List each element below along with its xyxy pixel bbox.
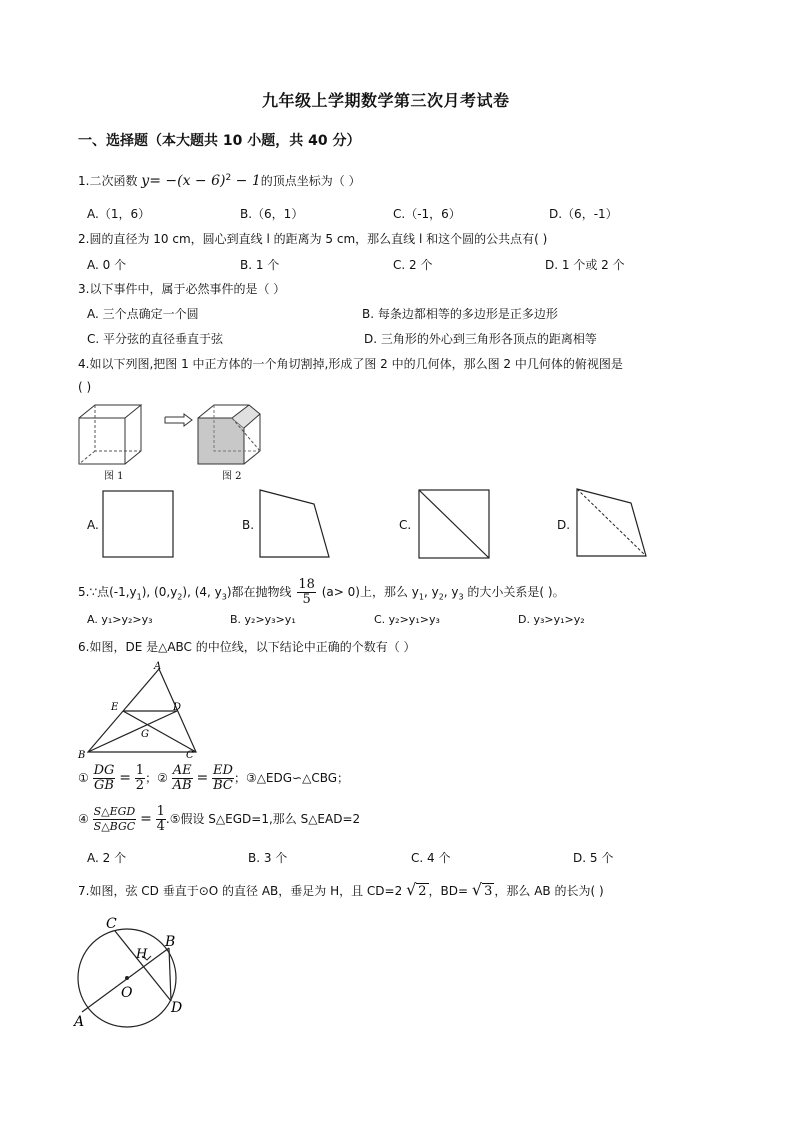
q6-eq-3: = — [140, 811, 152, 827]
section-heading: 一、选择题（本大题共 10 小题，共 40 分） — [78, 133, 361, 149]
question-5 — [78, 578, 565, 607]
q5-text-7: , y — [443, 585, 459, 599]
q1-formula-y: y — [141, 173, 150, 189]
q4-option-b-figure — [259, 489, 331, 559]
q7-radicand-2: 3 — [484, 884, 493, 899]
figure-2-cut-cube — [197, 404, 267, 466]
q4-option-d[interactable]: D. — [557, 518, 571, 532]
q6-option-c[interactable]: C. 4 个 — [411, 851, 451, 865]
q6-sep-2: ；③△EDG∽△CBG； — [233, 771, 350, 785]
q5-fraction — [297, 578, 316, 607]
q5-sub-5: 2 — [438, 592, 444, 602]
q5-option-d[interactable]: D. y₃>y₁>y₂ — [518, 613, 585, 626]
q6-frac-ae-ab — [172, 764, 193, 793]
q1-prefix: 1.二次函数 — [78, 174, 138, 188]
q3-option-b[interactable]: B. 每条边都相等的多边形是正多边形 — [362, 307, 558, 321]
q7-radicand-1: 2 — [418, 884, 427, 899]
question-3: 3.以下事件中，属于必然事件的是（ ） — [78, 282, 286, 296]
q3-option-d[interactable]: D. 三角形的外心到三角形各顶点的距离相等 — [364, 332, 597, 346]
q7-sqrt-3: √ 3 — [471, 880, 493, 899]
label-g: G — [141, 729, 149, 740]
q6-frac-quarter — [156, 805, 166, 834]
label-a: A — [154, 661, 162, 672]
q1-option-b[interactable]: B.（6，1） — [240, 207, 304, 221]
label-o: O — [121, 985, 133, 1001]
q5-sub-1: 1 — [136, 592, 142, 602]
q7-sqrt-2: √ 2 — [406, 880, 427, 899]
q6-frac-num: 1 — [135, 763, 145, 778]
q4-option-d-figure — [576, 488, 648, 558]
q6-frac-den: 2 — [135, 778, 145, 793]
q5-sub-4: 1 — [418, 592, 424, 602]
q5-text-3: ), (4, y — [182, 585, 222, 599]
q5-option-c[interactable]: C. y₂>y₁>y₃ — [374, 613, 440, 626]
label-c: C — [106, 916, 117, 932]
q7-text-3: ，那么 AB 的长为( ) — [494, 884, 604, 898]
q6-statement-5: .⑤假设 S△EGD=1,那么 S△EAD=2 — [165, 812, 361, 826]
q1-option-a[interactable]: A.（1，6） — [87, 207, 151, 221]
q1-exponent: 2 — [225, 173, 232, 183]
q3-option-c[interactable]: C. 平分弦的直径垂直于弦 — [87, 332, 224, 346]
q5-text-8: 的大小关系是( )。 — [463, 585, 565, 599]
q6-frac-den: BC — [213, 778, 233, 793]
q1-formula: = −(x − 6) — [149, 173, 226, 189]
question-4-paren: ( ) — [78, 380, 92, 394]
question-2: 2.圆的直径为 10 cm，圆心到直线 l 的距离为 5 cm，那么直线 l 和这个圆的公共点有( ) — [78, 232, 548, 246]
question-1 — [78, 172, 361, 189]
q3-option-a[interactable]: A. 三个点确定一个圆 — [87, 307, 199, 321]
q6-frac-num: 1 — [156, 804, 165, 819]
q5-sub-3: 3 — [221, 592, 227, 602]
figure-1-cube — [78, 404, 148, 466]
q6-statements-1 — [78, 764, 349, 793]
q6-frac-num: S△EGD — [93, 805, 136, 818]
q4-option-c[interactable]: C. — [399, 518, 412, 532]
q7-circle-figure — [72, 912, 192, 1032]
label-d: D — [171, 1000, 183, 1016]
q5-text-4: )都在抛物线 — [226, 585, 292, 599]
q5-frac-num: 18 — [298, 577, 315, 592]
q6-frac-den: GB — [94, 778, 114, 793]
q6-frac-half — [135, 764, 145, 793]
label-a: A — [74, 1014, 85, 1030]
q6-frac-area — [93, 805, 137, 834]
q6-frac-ed-bc — [212, 764, 234, 793]
q5-text-1: 5.∵点(-1,y — [78, 585, 137, 599]
q6-circle-4: ④ — [78, 812, 89, 826]
q5-frac-den: 5 — [302, 592, 311, 607]
label-b: B — [165, 934, 176, 950]
q5-sub-2: 2 — [177, 592, 183, 602]
q5-text-2: ), (0,y — [141, 585, 178, 599]
q4-option-a[interactable]: A. — [87, 518, 99, 532]
q5-option-b[interactable]: B. y₂>y₃>y₁ — [230, 613, 296, 626]
q5-text-5: (a> 0)上，那么 y — [317, 585, 419, 599]
q1-suffix: 的顶点坐标为（ ） — [260, 174, 361, 188]
figure-2-caption: 图 2 — [222, 471, 242, 482]
q6-frac-den: AB — [172, 778, 192, 793]
q6-frac-num: ED — [213, 763, 233, 778]
label-e: E — [111, 702, 119, 713]
q6-frac-dg-gb — [93, 764, 116, 793]
q6-eq-1: = — [119, 770, 131, 786]
q6-circle-1: ① — [78, 771, 89, 785]
figure-1-caption: 图 1 — [104, 471, 124, 482]
arrow-icon — [164, 414, 194, 426]
q2-option-d[interactable]: D. 1 个或 2 个 — [545, 258, 625, 272]
q1-option-d[interactable]: D.（6，-1） — [549, 207, 618, 221]
q6-eq-2: = — [196, 770, 209, 786]
q6-triangle-figure — [76, 660, 206, 760]
q6-option-a[interactable]: A. 2 个 — [87, 851, 127, 865]
q5-text-6: , y — [423, 585, 439, 599]
question-7 — [78, 880, 604, 899]
q7-text-2: ，BD= — [428, 884, 469, 898]
q1-option-c[interactable]: C.（-1，6） — [393, 207, 461, 221]
q4-option-a-figure — [102, 490, 174, 558]
label-h: H — [136, 947, 148, 962]
q1-formula-tail: − 1 — [231, 173, 261, 189]
label-b: B — [78, 750, 86, 761]
q6-option-b[interactable]: B. 3 个 — [248, 851, 288, 865]
label-d: D — [173, 702, 182, 713]
q6-frac-num: DG — [93, 763, 115, 778]
q5-sub-6: 3 — [458, 592, 464, 602]
q4-option-b[interactable]: B. — [242, 518, 255, 532]
q7-text-1: 7.如图，弦 CD 垂直于⊙O 的直径 AB，垂足为 H，且 CD=2 — [78, 884, 403, 898]
question-4: 4.如以下列图,把图 1 中正方体的一个角切割掉,形成了图 2 中的几何体，那么图 2 中几何体的俯视图是 — [78, 357, 623, 371]
q2-option-a[interactable]: A. 0 个 — [87, 258, 127, 272]
question-6: 6.如图，DE 是△ABC 的中位线，以下结论中正确的个数有（ ） — [78, 640, 416, 654]
q6-option-d[interactable]: D. 5 个 — [573, 851, 614, 865]
q4-option-c-figure — [418, 489, 490, 559]
q5-option-a[interactable]: A. y₁>y₂>y₃ — [87, 613, 153, 626]
q6-frac-num: AE — [172, 763, 192, 778]
q6-sep-1: ；② — [145, 771, 168, 785]
q2-option-c[interactable]: C. 2 个 — [393, 258, 433, 272]
q6-frac-den: S△BGC — [93, 820, 136, 833]
q2-option-b[interactable]: B. 1 个 — [240, 258, 280, 272]
page-title: 九年级上学期数学第三次月考试卷 — [262, 91, 510, 110]
label-c: C — [186, 750, 194, 761]
q6-frac-den: 4 — [156, 819, 165, 834]
q6-statements-2 — [78, 805, 360, 834]
